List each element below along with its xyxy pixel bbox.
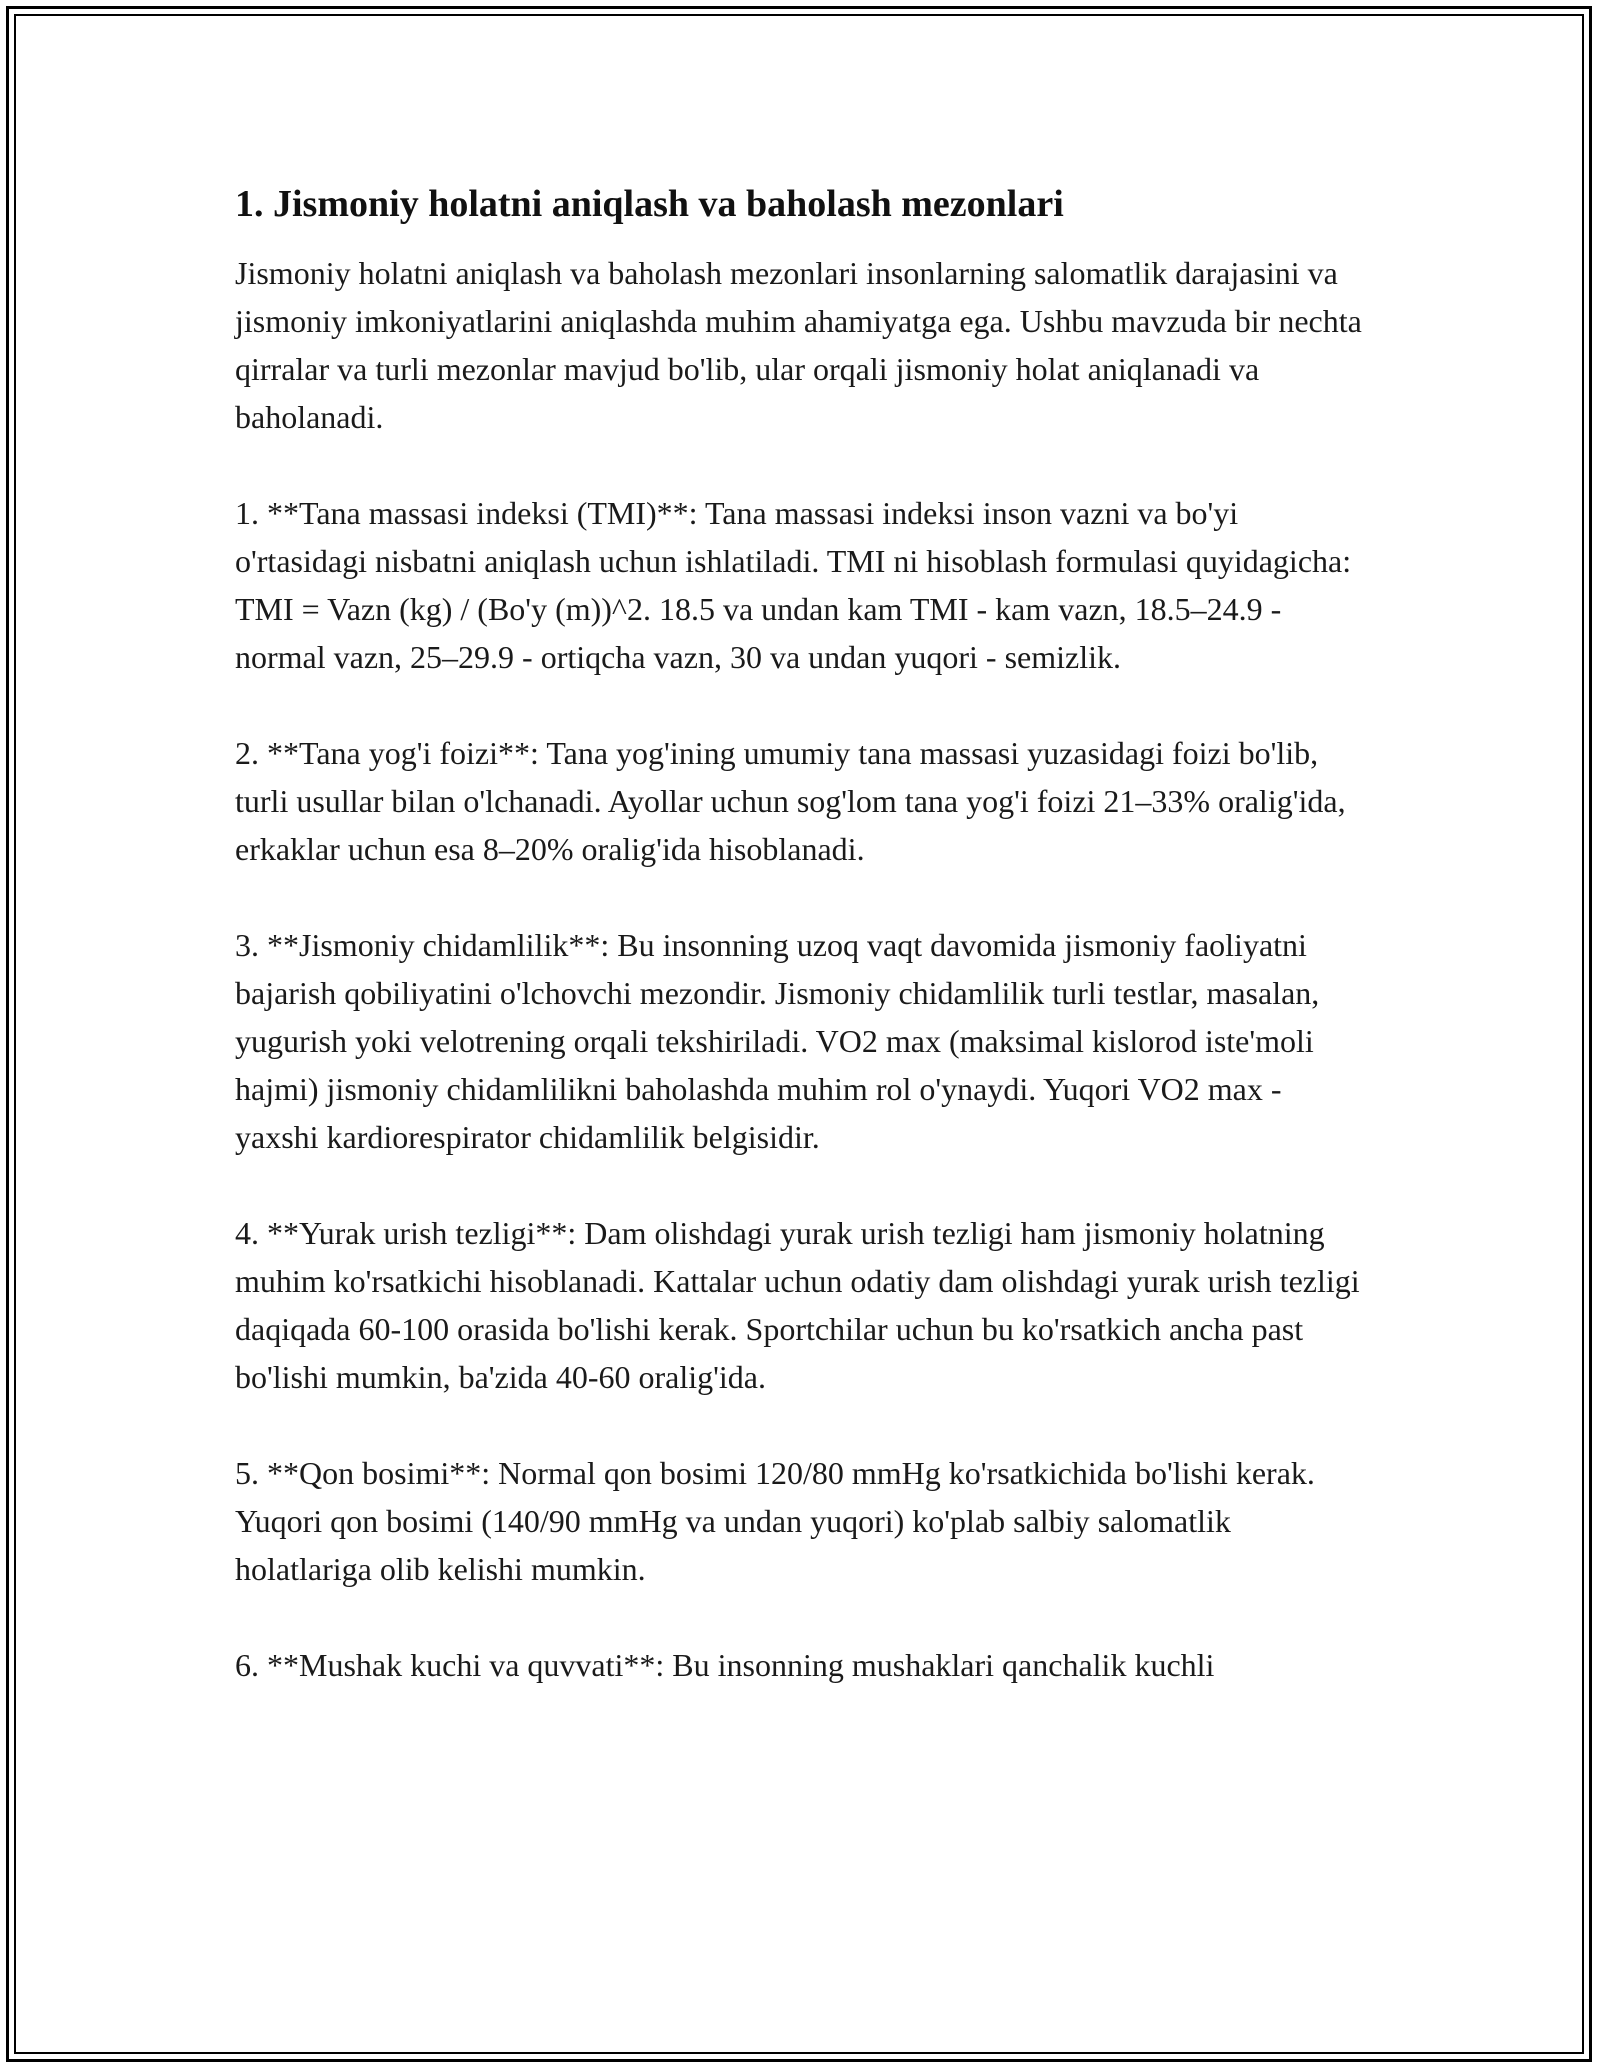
paragraph-body-fat: 2. **Tana yog'i foizi**: Tana yog'ining umumiy tana massasi yuzasidagi foizi bo'lib, turli usullar bilan o'lchanadi. Ayollar uchun sog'lom tana yog'i foizi 21–33% oralig'ida, erkaklar uchun esa 8–20% oralig'ida hisoblanadi. — [235, 735, 1346, 868]
paragraph-heart-rate: 4. **Yurak urish tezligi**: Dam olishdagi yurak urish tezligi ham jismoniy holatning muhim ko'rsatkichi hisoblanadi. Kattalar uchun odatiy dam olishdagi yurak urish tezligi daqiqada 60-100 orasida bo'lishi kerak. Sportchilar uchun bu ko'rsatkich ancha past bo'lishi mumkin, ba'zida 40-60 oralig'ida. — [235, 1215, 1360, 1396]
document-title: 1. Jismoniy holatni aniqlash va baholash mezonlari — [235, 183, 1064, 225]
paragraph-bmi: 1. **Tana massasi indeksi (TMI)**: Tana massasi indeksi inson vazni va bo'yi o'rtasidagi nisbatni aniqlash uchun ishlatiladi. TMI ni hisoblash formulasi quyidagicha: TMI = Vazn (kg) / (Bo'y (m))^2. 18.5 va undan kam TMI - kam vazn, 18.5–24.9 - normal vazn, 25–29.9 - ortiqcha vazn, 30 va undan yuqori - semizlik. — [235, 495, 1352, 676]
paragraph-endurance: 3. **Jismoniy chidamlilik**: Bu insonning uzoq vaqt davomida jismoniy faoliyatni bajarish qobiliyatini o'lchovchi mezondir. Jismoniy chidamlilik turli testlar, masalan, yugurish yoki velotrening orqali tekshiriladi. VO2 max (maksimal kislorod iste'moli hajmi) jismoniy chidamlilikni baholashda muhim rol o'ynaydi. Yuqori VO2 max - yaxshi kardiorespirator chidamlilik belgisidir. — [235, 927, 1320, 1156]
paragraph-intro: Jismoniy holatni aniqlash va baholash mezonlari insonlarning salomatlik darajasini va jismoniy imkoniyatlarini aniqlashda muhim ahamiyatga ega. Ushbu mavzuda bir nechta qirralar va turli mezonlar mavjud bo'lib, ular orqali jismoniy holat aniqlanadi va baholanadi. — [235, 255, 1362, 436]
document-page — [235, 180, 1370, 1737]
paragraph-blood-pressure: 5. **Qon bosimi**: Normal qon bosimi 120/80 mmHg ko'rsatkichida bo'lishi kerak. Yuqori qon bosimi (140/90 mmHg va undan yuqori) ko'plab salbiy salomatlik holatlariga olib kelishi mumkin. — [235, 1455, 1315, 1588]
paragraph-muscle-strength: 6. **Mushak kuchi va quvvati**: Bu insonning mushaklari qanchalik kuchli — [235, 1647, 1215, 1684]
